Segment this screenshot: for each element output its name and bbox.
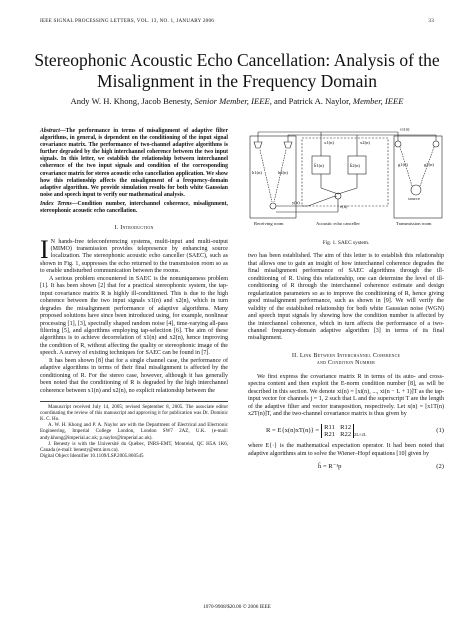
left-column [40,128,228,459]
intro-p1-text: N hands-free teleconferencing systems, multi-input and multi-output (MIMO) transmission provides telepresence by enhancing source localization. The stereophonic acoustic echo canceller (SAEC), such as shown in Fig. 1, suppresses the echo returned to the transmission room so as to enable undisturbed communication between the rooms. [40,238,228,275]
label-x1: x1(n) [324,140,334,145]
eq1-m22: R22 [340,430,352,438]
drop-cap: I [40,234,49,264]
abstract [40,128,228,199]
eq1-matrix [321,424,354,439]
speaker-1 [254,142,262,148]
mic-1 [395,141,401,147]
section-heading-2 [248,352,444,367]
equation-1-body [266,424,366,439]
right-paragraph-1: two has been established. The aim of this letter is to establish this relationship that allows one to gain an insight of how interchannel coherence degrades the final misalignment performance of SAEC algorithms through the ill-conditioning of R. Using this relationship, one can determine the level of ill-conditioning of R through the interchannel coherence estimate and design regularization parameters so as to improve the conditioning of R, hence giving good misalignment performance, such as shown in [9]. We will verify the validity of the established relationship for both white Gaussian noise (WGN) and speech input signals by showing how the condition number is affected by the interchannel coherence, which in turn affects the performance of a two-channel frequency-domain adaptive algorithm [3] in terms of its final misalignment. [248,253,444,342]
label-y: y(n) [292,200,300,205]
label-e: e(n) [340,204,348,209]
footnote-manuscript: Manuscript received July 14, 2005; revised September 8, 2005. The associate editor coordinating the review of this manuscript and approving it for publication was Dr. Dominic K. C. Ho. [40,404,228,423]
author-line [20,96,454,106]
mic-2 [433,141,439,147]
transmission-room-box [394,136,442,218]
right-column [248,128,444,476]
page-number: 33 [428,18,434,24]
eq2-number: (2) [436,463,444,471]
index-terms [40,201,228,215]
author-role-2: Member, IEEE [352,96,404,106]
footnotes [40,401,228,459]
section2-line2: and Condition Number [316,359,376,367]
intro-paragraph-3: It has been shown [8] that for a single channel case, the performance of adaptive algorithms in terms of their final misalignment is affected by the conditioning of R. For the stereo case, however, although it has generally been noted that the conditioning of R is degraded by the high interchannel coherence between x1(n) and x2(n), no explicit relationship between the [40,357,228,394]
receiving-mic [270,203,276,209]
running-header [40,18,434,24]
label-h1hat: ĥ1(n) [314,163,324,168]
label-h1: h1(n) [252,170,262,175]
eq1-lhs: R = E{x(n)xT(n)} = [266,427,320,435]
paper-title: Stereophonic Acoustic Echo Cancellation: Analysis of the Misalignment in the Frequency Domain [34,50,440,91]
eq1-m11: R11 [324,423,335,431]
label-h2hat: ĥ2(n) [350,163,360,168]
figure-caption: Fig. 1. SAEC system. [322,240,370,246]
label-source: source [408,196,420,201]
eq2-body: ĥ = R⁻¹p [318,463,342,471]
footnote-khong-naylor: A. W. H. Khong and P. A. Naylor are with the Department of Electrical and Electronic Engineering, Imperial College London, London SW7 2AZ, U.K. (e-mail: andy.khong@imperial.ac.uk; p.naylor@imperial.ac.uk). [40,422,228,441]
label-g1: g1(n) [398,162,408,167]
footnote-doi: Digital Object Identifier 10.1109/LSP.2005.860545 [40,452,144,459]
figure-saec-system [248,128,444,236]
label-receiving-room: Receiving room [254,221,284,226]
saec-diagram [248,128,444,236]
label-h2: h2(n) [278,170,288,175]
label-sum: + [334,193,338,199]
intro-paragraph-1 [40,234,228,276]
label-s1: s1(n) [400,128,410,132]
source-circle [411,185,421,195]
intro-paragraph-2: A serious problem encountered in SAEC is the nonuniqueness problem [1]. It has been shown [2] that for a practical stereophonic system, the tap-input covariance matrix R is highly ill-conditioned. This is due to the high coherence between the two input signals x1(n) and x2(n), which in turn degrades the misalignment performance of adaptive algorithms. Many proposed solutions have since been introduced using, for example, nonlinear processing [1], [3], spectrally shaped random noise [4], time-varying all-pass filtering [5], and algorithms employing tap-selection [6]. The aim of these algorithms is to achieve decorrelation of x1(n) and x2(n), hence improving the condition of R, without affecting the quality or stereophonic image of the speech. A survey of existing techniques for SAEC can be found in [7]. [40,275,228,357]
eq1-number: (1) [436,427,444,435]
eq1-m12: R12 [340,423,352,431]
speaker-2 [284,142,292,148]
copyright-footer: 1070-9908/$20.00 © 2006 IEEE [203,604,271,610]
section2-line1: II. Link Between Interchannel Coherence [291,351,401,359]
eq1-subscript: 2L×2L [354,431,367,437]
right-paragraph-3: where E{·} is the mathematical expectation operator. It had been noted that adaptive algorithms aim to solve the Wiener–Hopf equations [10] given by [248,443,444,457]
author-names: Andy W. H. Khong, Jacob Benesty, [70,96,195,106]
author-role: Senior Member, IEEE, [194,96,272,106]
label-transmission-room: Transmission room [396,221,432,226]
journal-name: IEEE SIGNAL PROCESSING LETTERS, VOL. 13, NO. 1, JANUARY 2006 [40,18,215,24]
equation-1 [248,424,444,439]
author-names-2: and Patrick A. Naylor, [271,96,353,106]
abstract-label: Abstract [40,128,60,134]
right-paragraph-2: We first express the covariance matrix R in terms of its auto- and cross-spectra content and then exploit the E-norm condition number [8], as will be described in this section. We denote xi(n) = [xi(n), ..., xi(n − L + 1)]T as the tap-input vector for channels j = 1, 2 such that L and the superscript T are the length of the adaptive filter and vector transposition, respectively. Let x(n) = [x1T(n) x2T(n)]T, and the two-channel covariance matrix is thus given by [248,373,444,418]
index-terms-label: Index Terms [40,200,72,207]
footnote-benesty: J. Benesty is with the Université du Québec, INRS-EMT, Montréal, QC H5A 1K6, Canada (e-mail: benesty@emt.inrs.ca). [40,440,228,453]
label-g2: g2(n) [424,162,434,167]
label-x2: x2(n) [360,140,370,145]
label-canceller: Acoustic echo canceller [316,221,360,226]
eq1-m21: R21 [324,430,336,438]
equation-2 [248,463,444,470]
abstract-text: —The performance in terms of misalignment of adaptive filter algorithms, in general, is dependent on the conditioning of the input signal covariance matrix. The performance of two-channel adaptive algorithms is further degraded by the high interchannel coherence between the two input signals. In this letter, we establish the relationship between interchannel coherence of the two input signals and condition of the corresponding covariance matrix for stereo acoustic echo cancellation application. We show how this relationship affects the misalignment of a frequency-domain adaptive algorithm. We provide simulation results for both white Gaussian noise and speech input to verify our mathematical analysis. [40,128,228,198]
canceller-box [302,138,388,206]
section-heading-intro: I. Introduction [114,224,154,232]
index-terms-text: —Condition number, interchannel coherence, misalignment, stereophonic acoustic echo cancellation. [40,200,228,215]
